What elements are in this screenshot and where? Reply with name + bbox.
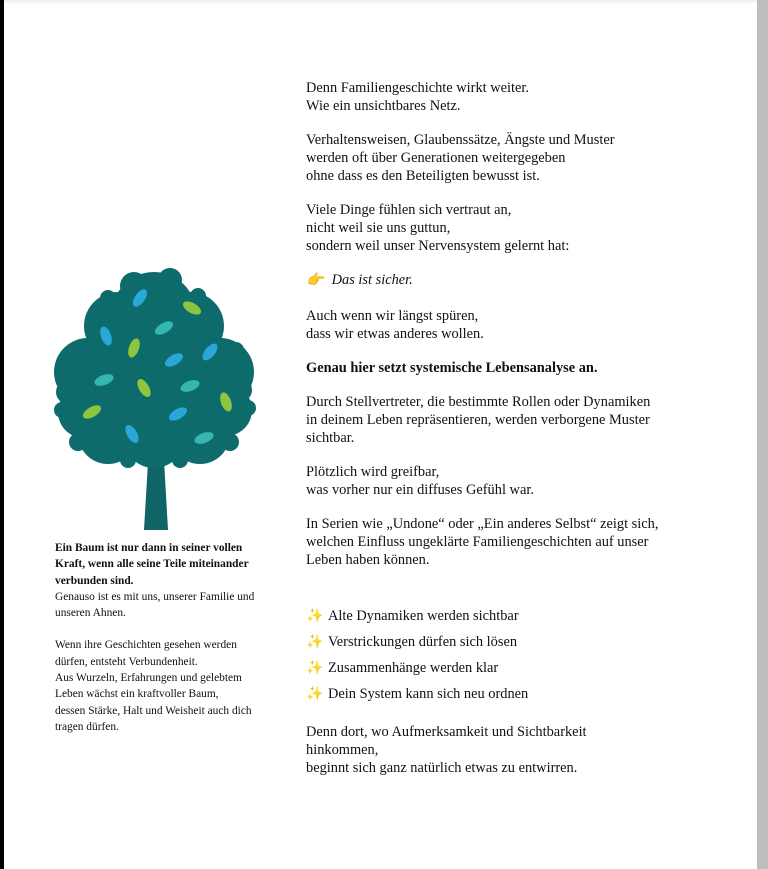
text-line: Denn Familiengeschichte wirkt weiter. — [306, 80, 529, 96]
sparkles-icon: ✨ — [306, 608, 324, 624]
list-item — [306, 629, 706, 655]
paragraph-5 — [306, 393, 706, 447]
text-line: in deinem Leben repräsentieren, werden verborgene Muster — [306, 412, 650, 428]
text-line: nicht weil sie uns guttun, — [306, 220, 451, 236]
text-line: Denn dort, wo Aufmerksamkeit und Sichtbarkeit — [306, 724, 587, 740]
pointing-hand-icon: 👉 — [306, 272, 324, 288]
text-line: sondern weil unser Nervensystem gelernt hat: — [306, 238, 570, 254]
caption-paragraph-2 — [55, 637, 260, 735]
heading-text: Genau hier setzt systemische Lebensanalyse an. — [306, 360, 598, 376]
tree-illustration — [48, 262, 260, 530]
text-line: In Serien wie „Undone“ oder „Ein anderes Selbst“ zeigt sich, — [306, 516, 659, 532]
safe-statement — [306, 271, 706, 289]
paragraph-6 — [306, 463, 706, 499]
text-line: was vorher nur ein diffuses Gefühl war. — [306, 482, 534, 498]
benefit-list — [306, 603, 706, 707]
list-item — [306, 681, 706, 707]
main-text — [306, 79, 706, 793]
text-line: welchen Einfluss ungeklärte Familiengeschichten auf unser — [306, 534, 649, 550]
list-item — [306, 603, 706, 629]
caption-paragraph-1 — [55, 540, 260, 621]
sparkles-icon: ✨ — [306, 660, 324, 676]
text-line: ohne dass es den Beteiligten bewusst ist. — [306, 168, 540, 184]
text-line: beginnt sich ganz natürlich etwas zu entwirren. — [306, 760, 578, 776]
paragraph-2 — [306, 131, 706, 185]
list-item-text: Zusammenhänge werden klar — [328, 660, 499, 676]
list-item-text: Alte Dynamiken werden sichtbar — [328, 608, 519, 624]
text-line: Viele Dinge fühlen sich vertraut an, — [306, 202, 512, 218]
text-line: Leben haben können. — [306, 552, 430, 568]
sparkles-icon: ✨ — [306, 686, 324, 702]
caption-intro-bold: Ein Baum ist nur dann in seiner vollen Kraft, wenn alle seine Teile miteinander verbunden sind. — [55, 542, 249, 587]
text-line: hinkommen, — [306, 742, 379, 758]
caption-intro-rest: Genauso ist es mit uns, unserer Familie und unseren Ahnen. — [55, 590, 255, 620]
text-line: Durch Stellvertreter, die bestimmte Rollen oder Dynamiken — [306, 394, 651, 410]
paragraph-8 — [306, 723, 706, 777]
scrollbar-track[interactable] — [757, 0, 768, 869]
sparkles-icon: ✨ — [306, 634, 324, 650]
caption-line-3: dessen Stärke, Halt und Weisheit auch dich tragen dürfen. — [55, 704, 252, 733]
text-line: werden oft über Generationen weitergegeben — [306, 150, 566, 166]
list-item — [306, 655, 706, 681]
paragraph-3 — [306, 201, 706, 255]
paragraph-1 — [306, 79, 706, 115]
tree-icon — [48, 262, 260, 530]
text-line: Plötzlich wird greifbar, — [306, 464, 440, 480]
paragraph-4 — [306, 307, 706, 343]
text-line: sichtbar. — [306, 430, 355, 446]
list-item-text: Verstrickungen dürfen sich lösen — [328, 634, 518, 650]
paragraph-7 — [306, 515, 706, 569]
text-line: dass wir etwas anderes wollen. — [306, 326, 484, 342]
tree-caption — [55, 540, 260, 735]
text-line: Auch wenn wir längst spüren, — [306, 308, 479, 324]
section-heading — [306, 359, 706, 377]
text-line: Verhaltensweisen, Glaubenssätze, Ängste und Muster — [306, 132, 615, 148]
safe-statement-text: Das ist sicher. — [331, 272, 413, 288]
caption-line-1: Wenn ihre Geschichten gesehen werden dürfen, entsteht Verbundenheit. — [55, 639, 237, 668]
caption-line-2: Aus Wurzeln, Erfahrungen und gelebtem Leben wächst ein kraftvoller Baum, — [55, 672, 242, 701]
text-line: Wie ein unsichtbares Netz. — [306, 98, 461, 114]
list-item-text: Dein System kann sich neu ordnen — [328, 686, 529, 702]
